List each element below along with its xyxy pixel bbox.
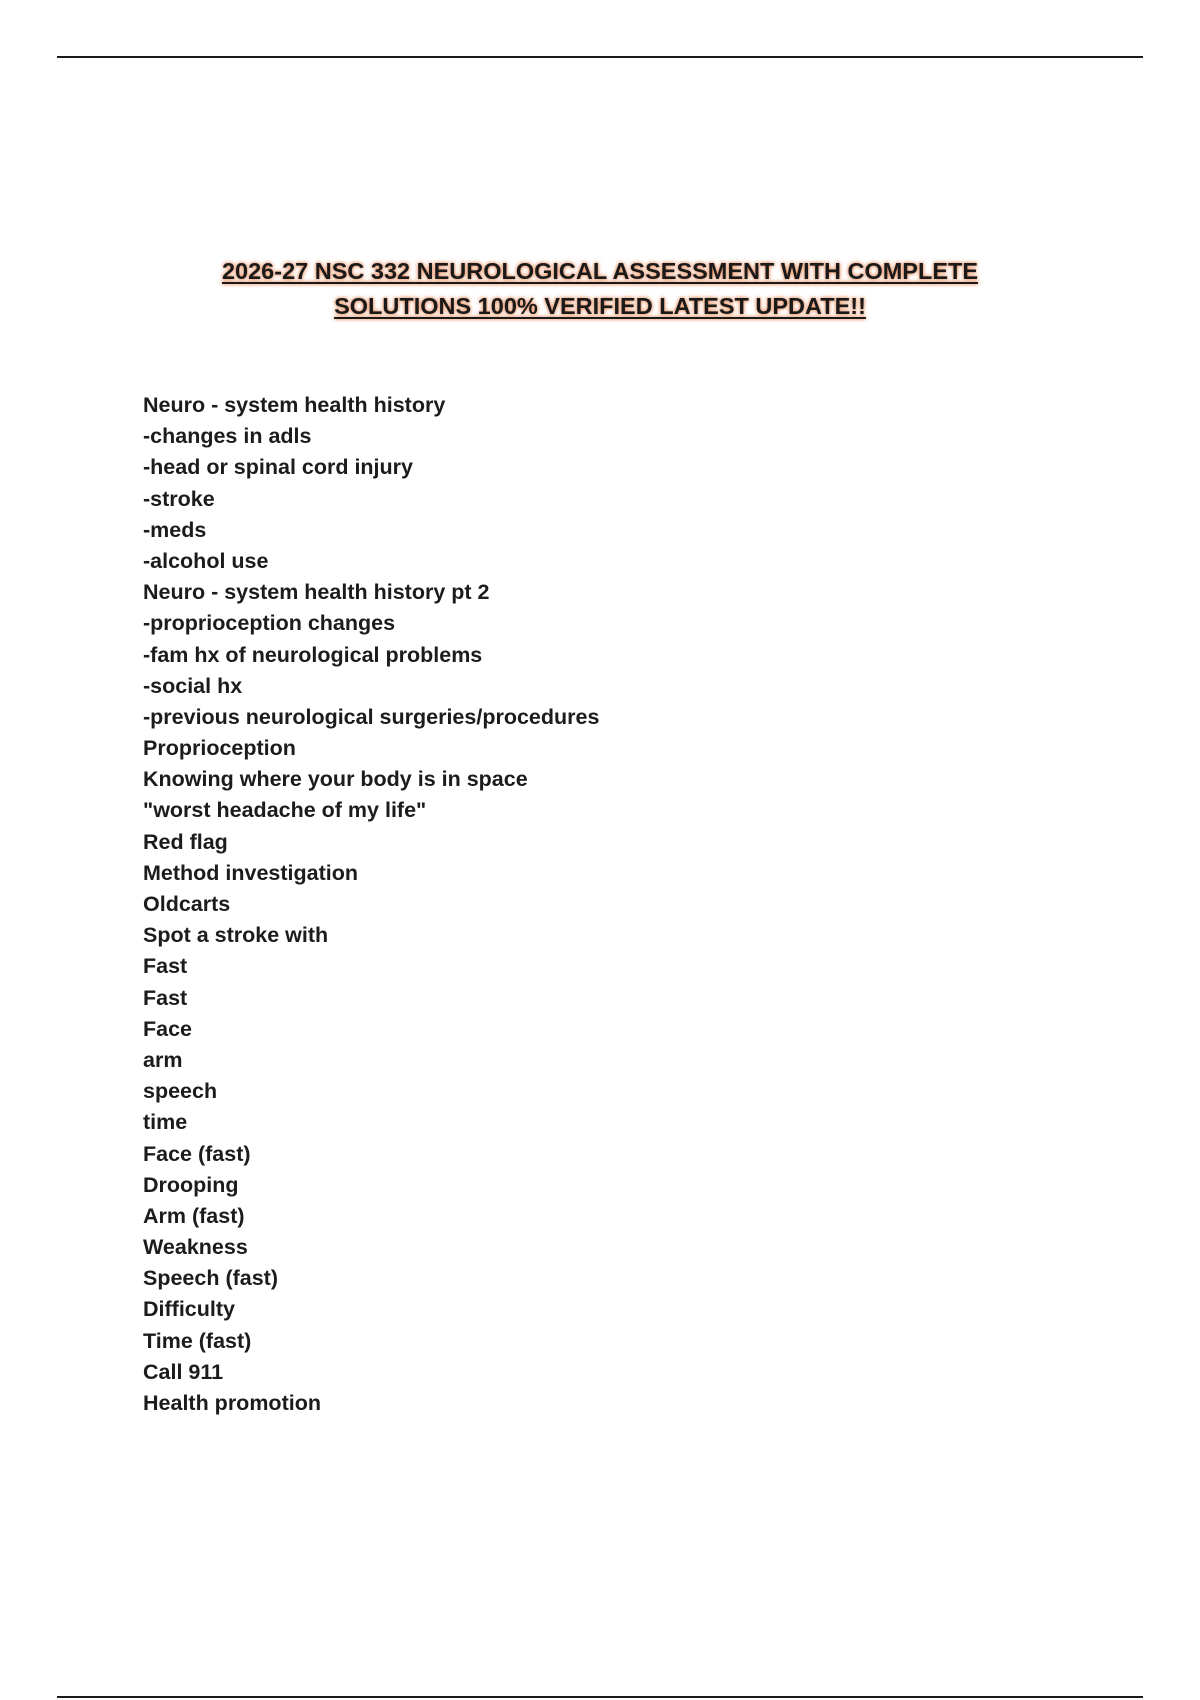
note-line: Red flag (143, 829, 228, 854)
note-line: Fast (143, 985, 188, 1010)
note-line: Oldcarts (143, 892, 231, 916)
note-line: -alcohol use (143, 548, 269, 573)
title-line-2: SOLUTIONS 100% VERIFIED LATEST UPDATE!! (334, 293, 866, 319)
note-line: Neuro - system health history pt 2 (143, 580, 490, 605)
note-line: arm (143, 1047, 183, 1072)
note-line: -proprioception changes (143, 611, 396, 636)
note-line: -changes in adls (143, 424, 312, 449)
footer-rule (57, 1696, 1143, 1698)
note-line: Knowing where your body is in space (143, 767, 528, 792)
note-line: -fam hx of neurological problems (143, 642, 483, 667)
note-line: -stroke (143, 486, 215, 511)
note-line: -social hx (143, 673, 243, 698)
note-line: Arm (fast) (143, 1203, 245, 1228)
note-line: Drooping (143, 1172, 239, 1197)
note-line: -previous neurological surgeries/procedures (143, 704, 600, 729)
note-line: Fast (143, 954, 188, 979)
note-line: Weakness (143, 1235, 248, 1260)
note-line: Face (fast) (143, 1141, 251, 1166)
note-line: Health promotion (143, 1391, 321, 1415)
note-line: Method investigation (143, 860, 358, 885)
note-line: -meds (143, 517, 207, 542)
note-line: speech (143, 1079, 218, 1104)
note-line: Time (fast) (143, 1328, 252, 1353)
note-line: Neuro - system health history (143, 393, 446, 417)
note-line: Proprioception (143, 736, 296, 761)
title-line-1: 2026-27 NSC 332 NEUROLOGICAL ASSESSMENT WITH COMPLETE (221, 258, 979, 284)
note-line: Speech (fast) (143, 1266, 279, 1291)
note-line: Face (143, 1016, 193, 1041)
note-line: time (143, 1110, 188, 1135)
note-line: Difficulty (143, 1297, 235, 1322)
note-line: -head or spinal cord injury (143, 455, 413, 480)
header-rule (57, 56, 1143, 58)
note-line: Spot a stroke with (143, 923, 329, 948)
notes-list (143, 390, 599, 1419)
note-line: Call 911 (143, 1359, 224, 1384)
document-title (0, 254, 1200, 324)
note-line: "worst headache of my life" (143, 798, 427, 823)
